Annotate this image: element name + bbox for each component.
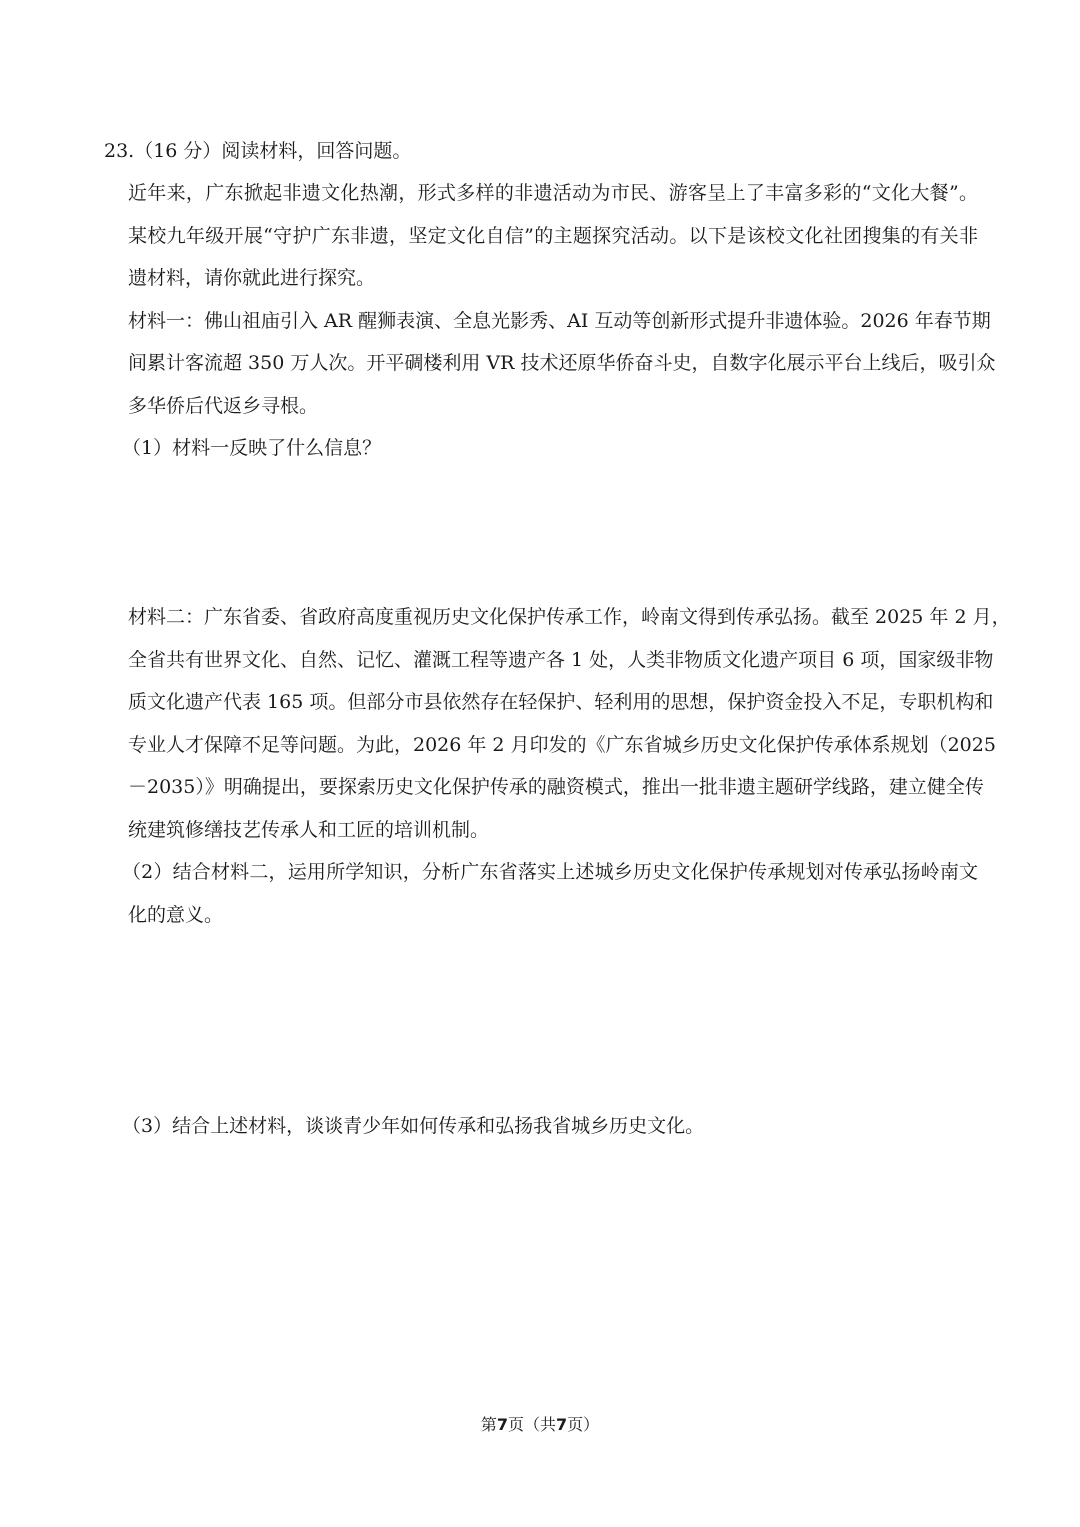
material-two-line: －2035）》明确提出，要探索历史文化保护传承的融资模式，推出一批非遗主题研学线路，建立健全传 xyxy=(128,776,984,798)
page-footer xyxy=(0,1414,1080,1436)
material-one-line: 多华侨后代返乡寻根。 xyxy=(128,395,319,417)
material-two-line: 全省共有世界文化、自然、记忆、灌溉工程等遗产各 1 处，人类非物质文化遗产项目 6 项，国家级非物 xyxy=(128,649,994,671)
material-one-line: 间累计客流超 350 万人次。开平碉楼利用 VR 技术还原华侨奋斗史，自数字化展示平台上线后，吸引众 xyxy=(128,352,996,374)
material-two-line: 质文化遗产代表 165 项。但部分市县依然存在轻保护、轻利用的思想，保护资金投入不足，专职机构和 xyxy=(128,691,994,713)
footer-prefix: 第 xyxy=(480,1415,497,1434)
intro-line: 近年来，广东掀起非遗文化热潮，形式多样的非遗活动为市民、游客呈上了丰富多彩的“文化大餐”。 xyxy=(128,182,978,204)
footer-middle: 页（共 xyxy=(507,1415,556,1434)
material-two-line: 统建筑修缮技艺传承人和工匠的培训机制。 xyxy=(128,819,490,841)
footer-suffix: 页） xyxy=(567,1415,600,1434)
sub-question-2-line: （2）结合材料二，运用所学知识，分析广东省落实上述城乡历史文化保护传承规划对传承弘扬岭南文 xyxy=(122,861,978,883)
material-one-line: 材料一：佛山祖庙引入 AR 醒狮表演、全息光影秀、AI 互动等创新形式提升非遗体验。2026 年春节期 xyxy=(128,310,991,332)
footer-total-pages: 7 xyxy=(556,1415,568,1434)
intro-line: 遗材料，请你就此进行探究。 xyxy=(128,267,376,289)
sub-question-3: （3）结合上述材料，谈谈青少年如何传承和弘扬我省城乡历史文化。 xyxy=(122,1115,705,1137)
question-header: 23.（16 分）阅读材料，回答问题。 xyxy=(104,140,412,162)
sub-question-1: （1）材料一反映了什么信息？ xyxy=(122,437,382,459)
sub-question-2-line: 化的意义。 xyxy=(128,904,224,926)
material-two-line: 材料二：广东省委、省政府高度重视历史文化保护传承工作，岭南文得到传承弘扬。截至 2025 年 2 月， xyxy=(128,606,1011,628)
intro-line: 某校九年级开展“守护广东非遗，坚定文化自信”的主题探究活动。以下是该校文化社团搜集的有关非 xyxy=(128,225,978,247)
footer-page-number: 7 xyxy=(496,1415,508,1434)
material-two-line: 专业人才保障不足等问题。为此，2026 年 2 月印发的《广东省城乡历史文化保护传承体系规划（2025 xyxy=(128,734,996,756)
